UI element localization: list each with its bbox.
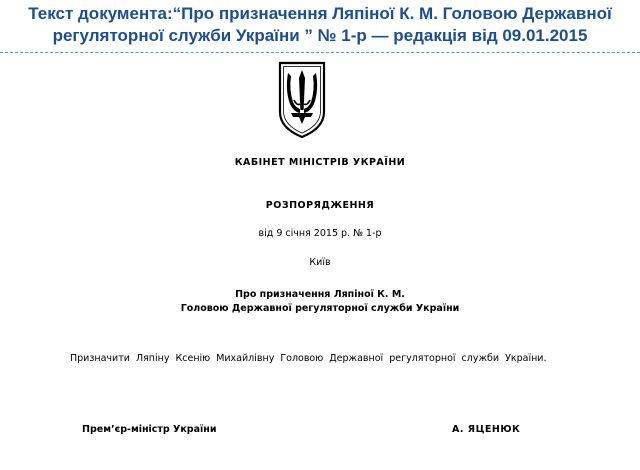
document-city: Київ (309, 257, 331, 268)
subject-line-1: Про призначення Ляпіної К. М. (235, 289, 405, 300)
header-divider (0, 52, 640, 53)
signature-name: А. ЯЦЕНЮК (452, 424, 521, 435)
signature-title: Прем’єр-міністр України (82, 424, 217, 435)
document-body: Призначити Ляпіну Ксенію Михайлівну Головою Державної регуляторної служби України. (70, 353, 547, 364)
document-header (0, 0, 640, 47)
header-title-line-1: Текст документа:“Про призначення Ляпіної К. М. Головою Державної (28, 4, 612, 23)
subject-line-2: Головою Державної регуляторної служби України (180, 303, 460, 314)
document-type: РОЗПОРЯДЖЕННЯ (265, 200, 375, 211)
tryzub-icon (277, 60, 327, 140)
document-subject (0, 288, 640, 316)
authority-title: КАБІНЕТ МІНІСТРІВ УКРАЇНИ (234, 157, 406, 168)
header-title-line-2: регуляторної служби України ” № 1-р — редакція від 09.01.2015 (52, 26, 588, 45)
tryzub-icon-svg (277, 60, 327, 140)
document-date-number: від 9 січня 2015 р. № 1-р (258, 228, 382, 239)
